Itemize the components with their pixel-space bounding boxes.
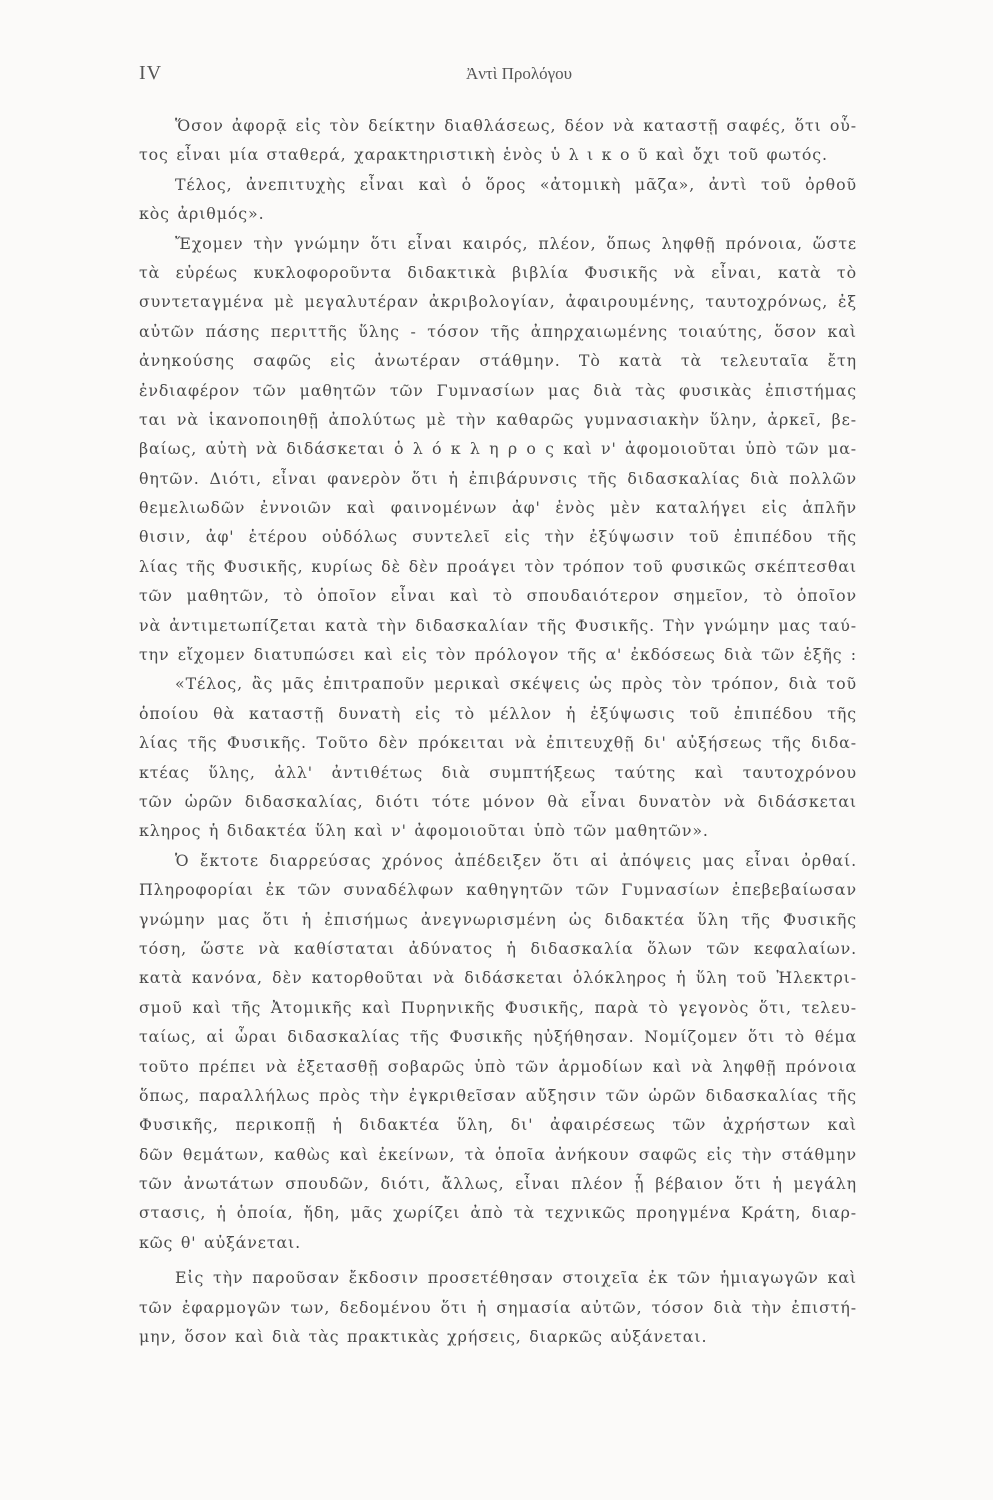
- text-line: κὸς ἀριθμός».: [139, 204, 265, 224]
- text-line: τῶν ἐφαρμογῶν των, δεδομένου ὅτι ἡ σημασία αὐτῶν, τόσον διὰ τὴν ἐπιστή-: [139, 1297, 857, 1317]
- text-line: «Τέλος, ἂς μᾶς ἐπιτραποῦν μερικαὶ σκέψεις ὡς πρὸς τὸν τρόπον, διὰ τοῦ: [175, 674, 857, 694]
- text-line: σμοῦ καὶ τῆς Ἀτομικῆς καὶ Πυρηνικῆς Φυσικῆς, παρὰ τὸ γεγονὸς ὅτι, τελευ-: [139, 997, 857, 1017]
- text-line: λίας τῆς Φυσικῆς, κυρίως δὲ δὲν προάγει τὸν τρόπον τοῦ φυσικῶς σκέπτεσθαι: [139, 556, 857, 576]
- text-line: κῶς θ' αὐξάνεται.: [139, 1232, 302, 1252]
- text-line: λίας τῆς Φυσικῆς. Τοῦτο δὲν πρόκειται νὰ ἐπιτευχθῇ δι' αὐξήσεως τῆς διδα-: [139, 733, 857, 753]
- text-line: Ὁ ἔκτοτε διαρρεύσας χρόνος ἀπέδειξεν ὅτι αἱ ἀπόψεις μας εἶναι ὀρθαί.: [175, 850, 857, 870]
- text-line: τοῦτο πρέπει νὰ ἐξετασθῇ σοβαρῶς ὑπὸ τῶν ἁρμοδίων καὶ νὰ ληφθῇ πρόνοια: [139, 1056, 857, 1076]
- text-line: ται νὰ ἱκανοποιηθῇ ἀπολύτως μὲ τὴν καθαρῶς γυμνασιακὴν ὕλην, ἀρκεῖ, βε-: [139, 409, 857, 429]
- running-title: Ἀντὶ Προλόγου: [465, 64, 573, 83]
- text-line: γνώμην μας ὅτι ἡ ἐπισήμως ἀνεγνωρισμένη ὡς διδακτέα ὕλη τῆς Φυσικῆς: [139, 909, 857, 929]
- text-line: θητῶν. Διότι, εἶναι φανερὸν ὅτι ἡ ἐπιβάρυνσις τῆς διδασκαλίας διὰ πολλῶν: [139, 468, 857, 488]
- body-text: [139, 111, 857, 1351]
- page-header: [139, 62, 859, 92]
- text-line: δῶν θεμάτων, καθὼς καὶ ἐκείνων, τὰ ὁποῖα ἀνήκουν σαφῶς εἰς τὴν στάθμην: [139, 1144, 857, 1164]
- text-line: Ἔχομεν τὴν γνώμην ὅτι εἶναι καιρός, πλέον, ὅπως ληφθῇ πρόνοια, ὥστε: [175, 233, 857, 253]
- text-line: ἀνηκούσης σαφῶς εἰς ἀνωτέραν στάθμην. Τὸ κατὰ τὰ τελευταῖα ἔτη: [139, 351, 857, 371]
- text-line: θισιν, ἀφ' ἑτέρου οὐδόλως συντελεῖ εἰς τὴν ἐξύψωσιν τοῦ ἐπιπέδου τῆς: [139, 527, 857, 547]
- page-number: IV: [139, 62, 163, 84]
- text-line: μην, ὅσον καὶ διὰ τὰς πρακτικὰς χρήσεις, διαρκῶς αὐξάνεται.: [139, 1327, 708, 1347]
- text-line: Φυσικῆς, περικοπῇ ἡ διδακτέα ὕλη, δι' ἀφαιρέσεως τῶν ἀχρήστων καὶ: [139, 1115, 857, 1135]
- text-line: βαίως, αὐτὴ νὰ διδάσκεται ὁ λ ό κ λ η ρ ο ς καὶ ν' ἀφομοιοῦται ὑπὸ τῶν μα-: [139, 439, 857, 459]
- text-line: ὁποίου θὰ καταστῇ δυνατὴ εἰς τὸ μέλλον ἡ ἐξύψωσις τοῦ ἐπιπέδου τῆς: [139, 703, 857, 723]
- text-line: Ὅσον ἀφορᾷ εἰς τὸν δείκτην διαθλάσεως, δέον νὰ καταστῇ σαφές, ὅτι οὗ-: [175, 116, 857, 135]
- text-line: τόση, ὥστε νὰ καθίσταται ἀδύνατος ἡ διδασκαλία ὅλων τῶν κεφαλαίων.: [139, 938, 857, 958]
- text-line: τῶν ἀνωτάτων σπουδῶν, διότι, ἄλλως, εἶναι πλέον ᾗ βέβαιον ὅτι ἡ μεγάλη: [139, 1174, 857, 1194]
- text-line: κατὰ κανόνα, δὲν κατορθοῦται νὰ διδάσκεται ὁλόκληρος ἡ ὕλη τοῦ Ἠλεκτρι-: [139, 968, 857, 988]
- text-line: τῶν μαθητῶν, τὸ ὁποῖον εἶναι καὶ τὸ σπουδαιότερον σημεῖον, τὸ ὁποῖον: [139, 586, 857, 606]
- text-line: κληρος ἡ διδακτέα ὕλη καὶ ν' ἀφομοιοῦται ὑπὸ τῶν μαθητῶν».: [139, 821, 709, 841]
- text-line: Εἰς τὴν παροῦσαν ἔκδοσιν προσετέθησαν στοιχεῖα ἐκ τῶν ἡμιαγωγῶν καὶ: [175, 1268, 857, 1288]
- text-line: συντεταγμένα μὲ μεγαλυτέραν ἀκριβολογίαν, ἀφαιρουμένης, ταυτοχρόνως, ἐξ: [139, 292, 857, 312]
- text-line: τὰ εὐρέως κυκλοφοροῦντα διδακτικὰ βιβλία Φυσικῆς νὰ εἶναι, κατὰ τὸ: [139, 262, 857, 282]
- text-line: ὅπως, παραλλήλως πρὸς τὴν ἐγκριθεῖσαν αὔξησιν τῶν ὡρῶν διδασκαλίας τῆς: [139, 1085, 857, 1105]
- text-line: αὐτῶν πάσης περιττῆς ὕλης - τόσον τῆς ἀπηρχαιωμένης τοιαύτης, ὅσον καὶ: [139, 321, 857, 341]
- text-line: ταίως, αἱ ὧραι διδασκαλίας τῆς Φυσικῆς ηὐξήθησαν. Νομίζομεν ὅτι τὸ θέμα: [139, 1027, 857, 1047]
- text-line: Τέλος, ἀνεπιτυχὴς εἶναι καὶ ὁ ὅρος «ἀτομικὴ μᾶζα», ἀντὶ τοῦ ὀρθοῦ: [175, 174, 857, 194]
- text-line: ἐνδιαφέρον τῶν μαθητῶν τῶν Γυμνασίων μας διὰ τὰς φυσικὰς ἐπιστήμας: [139, 380, 857, 400]
- text-line: στασις, ἡ ὁποία, ἤδη, μᾶς χωρίζει ἀπὸ τὰ τεχνικῶς προηγμένα Κράτη, διαρ-: [139, 1203, 857, 1223]
- text-line: τῶν ὡρῶν διδασκαλίας, διότι τότε μόνον θὰ εἶναι δυνατὸν νὰ διδάσκεται: [139, 791, 857, 811]
- text-line: Πληροφορίαι ἐκ τῶν συναδέλφων καθηγητῶν τῶν Γυμνασίων ἐπεβεβαίωσαν: [139, 880, 857, 900]
- text-line: τος εἶναι μία σταθερά, χαρακτηριστικὴ ἑνὸς ὑ λ ι κ ο ῦ καὶ ὄχι τοῦ φωτός.: [139, 145, 828, 165]
- text-line: κτέας ὕλης, ἀλλ' ἀντιθέτως διὰ συμπτήξεως ταύτης καὶ ταυτοχρόνου: [139, 762, 857, 782]
- text-line: νὰ ἀντιμετωπίζεται κατὰ τὴν διδασκαλίαν τῆς Φυσικῆς. Τὴν γνώμην μας ταύ-: [139, 615, 857, 635]
- text-line: θεμελιωδῶν ἐννοιῶν καὶ φαινομένων ἀφ' ἑνὸς μὲν καταλήγει εἰς ἁπλῆν: [139, 498, 857, 518]
- text-line: την εἴχομεν διατυπώσει καὶ εἰς τὸν πρόλογον τῆς α' ἐκδόσεως διὰ τῶν ἑξῆς :: [139, 645, 857, 665]
